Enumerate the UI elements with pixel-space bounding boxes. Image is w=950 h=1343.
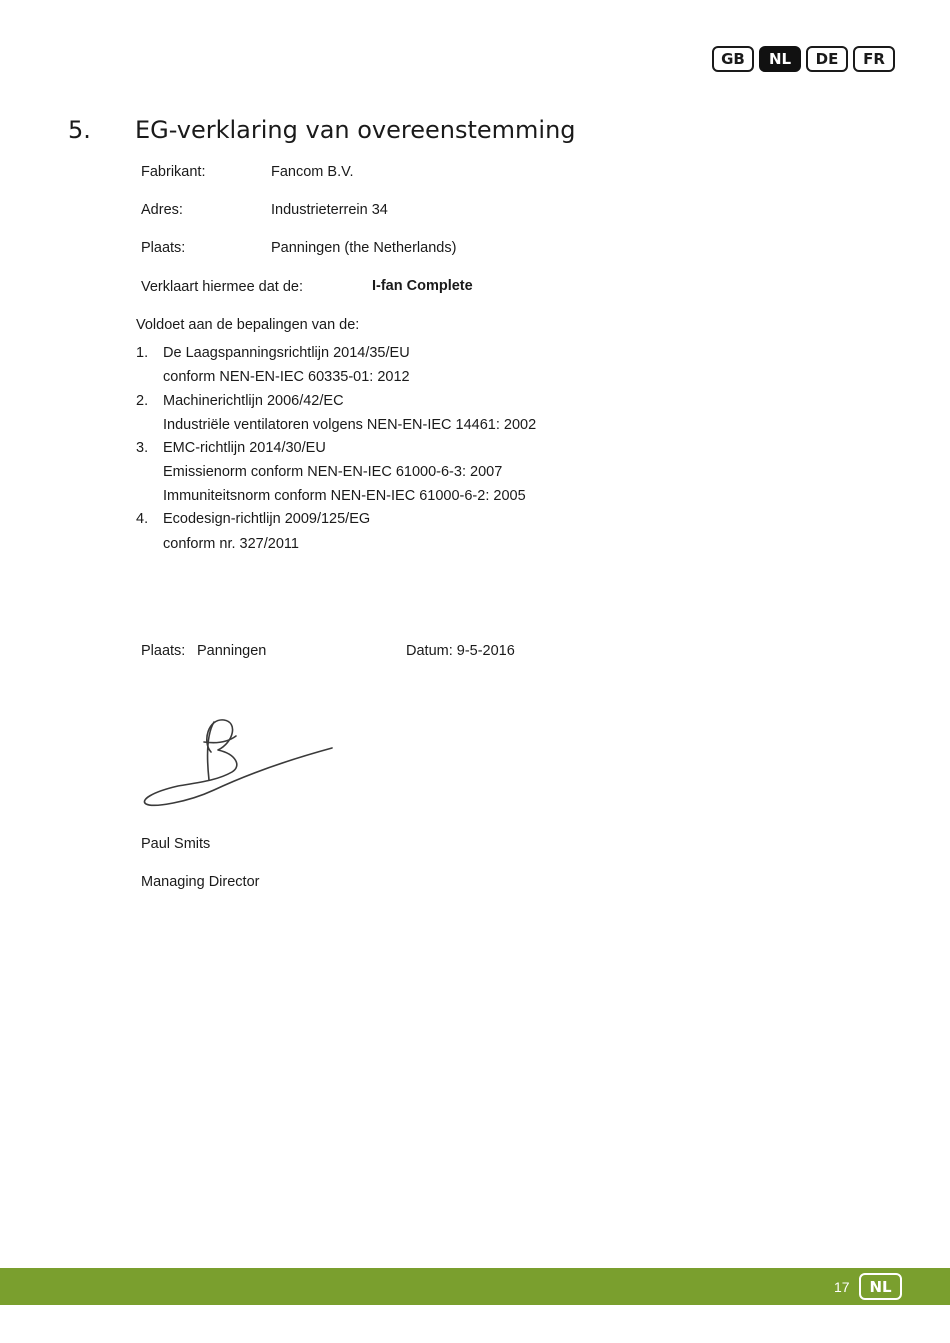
list-item-number: 4. bbox=[136, 511, 149, 527]
fabrikant-label: Fabrikant: bbox=[141, 164, 206, 180]
plaats-value: Panningen (the Netherlands) bbox=[271, 240, 457, 256]
footer-bar bbox=[0, 1268, 950, 1305]
page-number: 17 bbox=[834, 1279, 850, 1295]
list-item-title: De Laagspanningsrichtlijn 2014/35/EU bbox=[163, 345, 410, 361]
adres-label: Adres: bbox=[141, 202, 183, 218]
list-item-detail: Emissienorm conform NEN-EN-IEC 61000-6-3: 2007 bbox=[163, 464, 503, 480]
signature-image bbox=[138, 712, 338, 814]
list-item-number: 3. bbox=[136, 440, 149, 456]
list-item-number: 2. bbox=[136, 393, 149, 409]
list-item-detail: conform NEN-EN-IEC 60335-01: 2012 bbox=[163, 369, 410, 385]
sign-place-label: Plaats: bbox=[141, 643, 186, 659]
product-name: I-fan Complete bbox=[372, 278, 473, 294]
list-item-detail: Immuniteitsnorm conform NEN-EN-IEC 61000-6-2: 2005 bbox=[163, 488, 526, 504]
list-item-detail: Industriële ventilatoren volgens NEN-EN-IEC 14461: 2002 bbox=[163, 417, 537, 433]
language-tabs bbox=[712, 46, 895, 72]
adres-value: Industrieterrein 34 bbox=[271, 202, 388, 218]
plaats-label: Plaats: bbox=[141, 240, 186, 256]
list-item-number: 1. bbox=[136, 345, 149, 361]
list-item-title: Machinerichtlijn 2006/42/EC bbox=[163, 393, 344, 409]
lang-tab-de[interactable]: DE bbox=[806, 46, 848, 72]
list-item-title: EMC-richtlijn 2014/30/EU bbox=[163, 440, 326, 456]
list-item-title: Ecodesign-richtlijn 2009/125/EG bbox=[163, 511, 371, 527]
section-title: EG-verklaring van overeenstemming bbox=[135, 116, 576, 144]
lang-tab-fr[interactable]: FR bbox=[853, 46, 895, 72]
footer-language-badge: NL bbox=[859, 1273, 902, 1300]
signer-title: Managing Director bbox=[141, 874, 260, 890]
list-item-detail: conform nr. 327/2011 bbox=[163, 536, 299, 552]
sign-place-value: Panningen bbox=[197, 643, 267, 659]
lang-tab-nl[interactable]: NL bbox=[759, 46, 801, 72]
declares-label: Verklaart hiermee dat de: bbox=[141, 279, 304, 295]
lang-tab-gb[interactable]: GB bbox=[712, 46, 754, 72]
fabrikant-value: Fancom B.V. bbox=[271, 164, 354, 180]
section-number: 5. bbox=[68, 116, 91, 144]
compliance-intro: Voldoet aan de bepalingen van de: bbox=[136, 317, 360, 333]
sign-date: Datum: 9-5-2016 bbox=[406, 643, 515, 659]
signer-name: Paul Smits bbox=[141, 836, 211, 852]
